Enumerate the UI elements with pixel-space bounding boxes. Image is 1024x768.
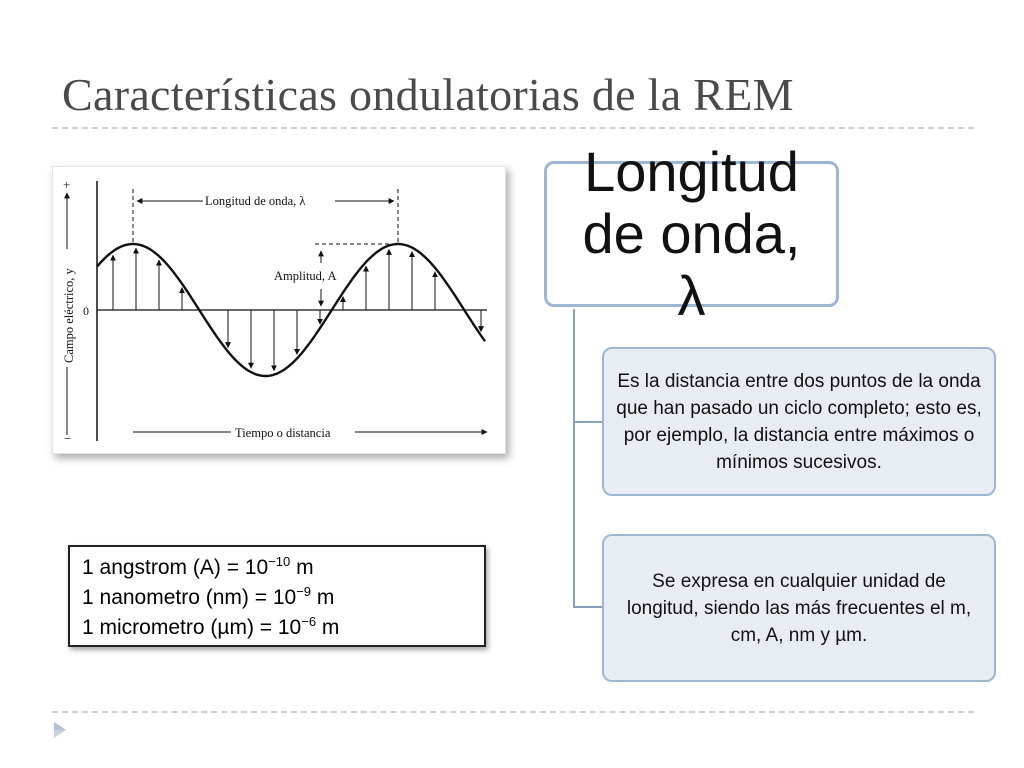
definition-box xyxy=(602,347,996,496)
wave-figure xyxy=(52,166,506,454)
units-info-text: Se expresa en cualquier unidad de longitud, siendo las más frecuentes el m, cm, A, nm y µm. xyxy=(626,570,972,646)
wave-diagram xyxy=(53,167,505,453)
slide-title: Características ondulatorias de la REM xyxy=(62,69,794,120)
unit-line-angstrom: 1 angstrom $(A) = 10^{-10}$ m xyxy=(82,554,314,579)
connector-branch-2 xyxy=(573,606,603,608)
wavelength-label: Longitud de onda, λ xyxy=(205,194,306,208)
unit-line-nanometro: 1 nanometro $(nm) = 10^{-9}$ m xyxy=(82,584,335,609)
plus-label: + xyxy=(63,177,71,192)
title-divider xyxy=(52,127,974,129)
units-info-box xyxy=(602,534,996,682)
minus-label: − xyxy=(64,431,72,446)
concept-heading: Longitud de onda, λ xyxy=(582,140,801,327)
concept-heading-box xyxy=(544,140,839,327)
slide-nav-arrow-icon xyxy=(52,720,68,740)
amplitude-label: Amplitud, A xyxy=(274,269,337,283)
zero-label: 0 xyxy=(83,304,89,318)
unit-line-micrometro: 1 micrometro $(\mu m) = 10^{-6}$ m xyxy=(82,614,340,639)
definition-text: Es la distancia entre dos puntos de la onda que han pasado un ciclo completo; esto es, por ejemplo, la distancia entre máximos o mínimos sucesivos. xyxy=(616,370,982,473)
time-axis-label: Tiempo o distancia xyxy=(235,426,331,440)
unit-conversion-box xyxy=(68,545,486,647)
y-axis-label: Campo eléctrico, y xyxy=(62,268,76,363)
footer-divider xyxy=(52,711,974,713)
connector-branch-1 xyxy=(573,421,603,423)
connector-line xyxy=(573,309,575,607)
